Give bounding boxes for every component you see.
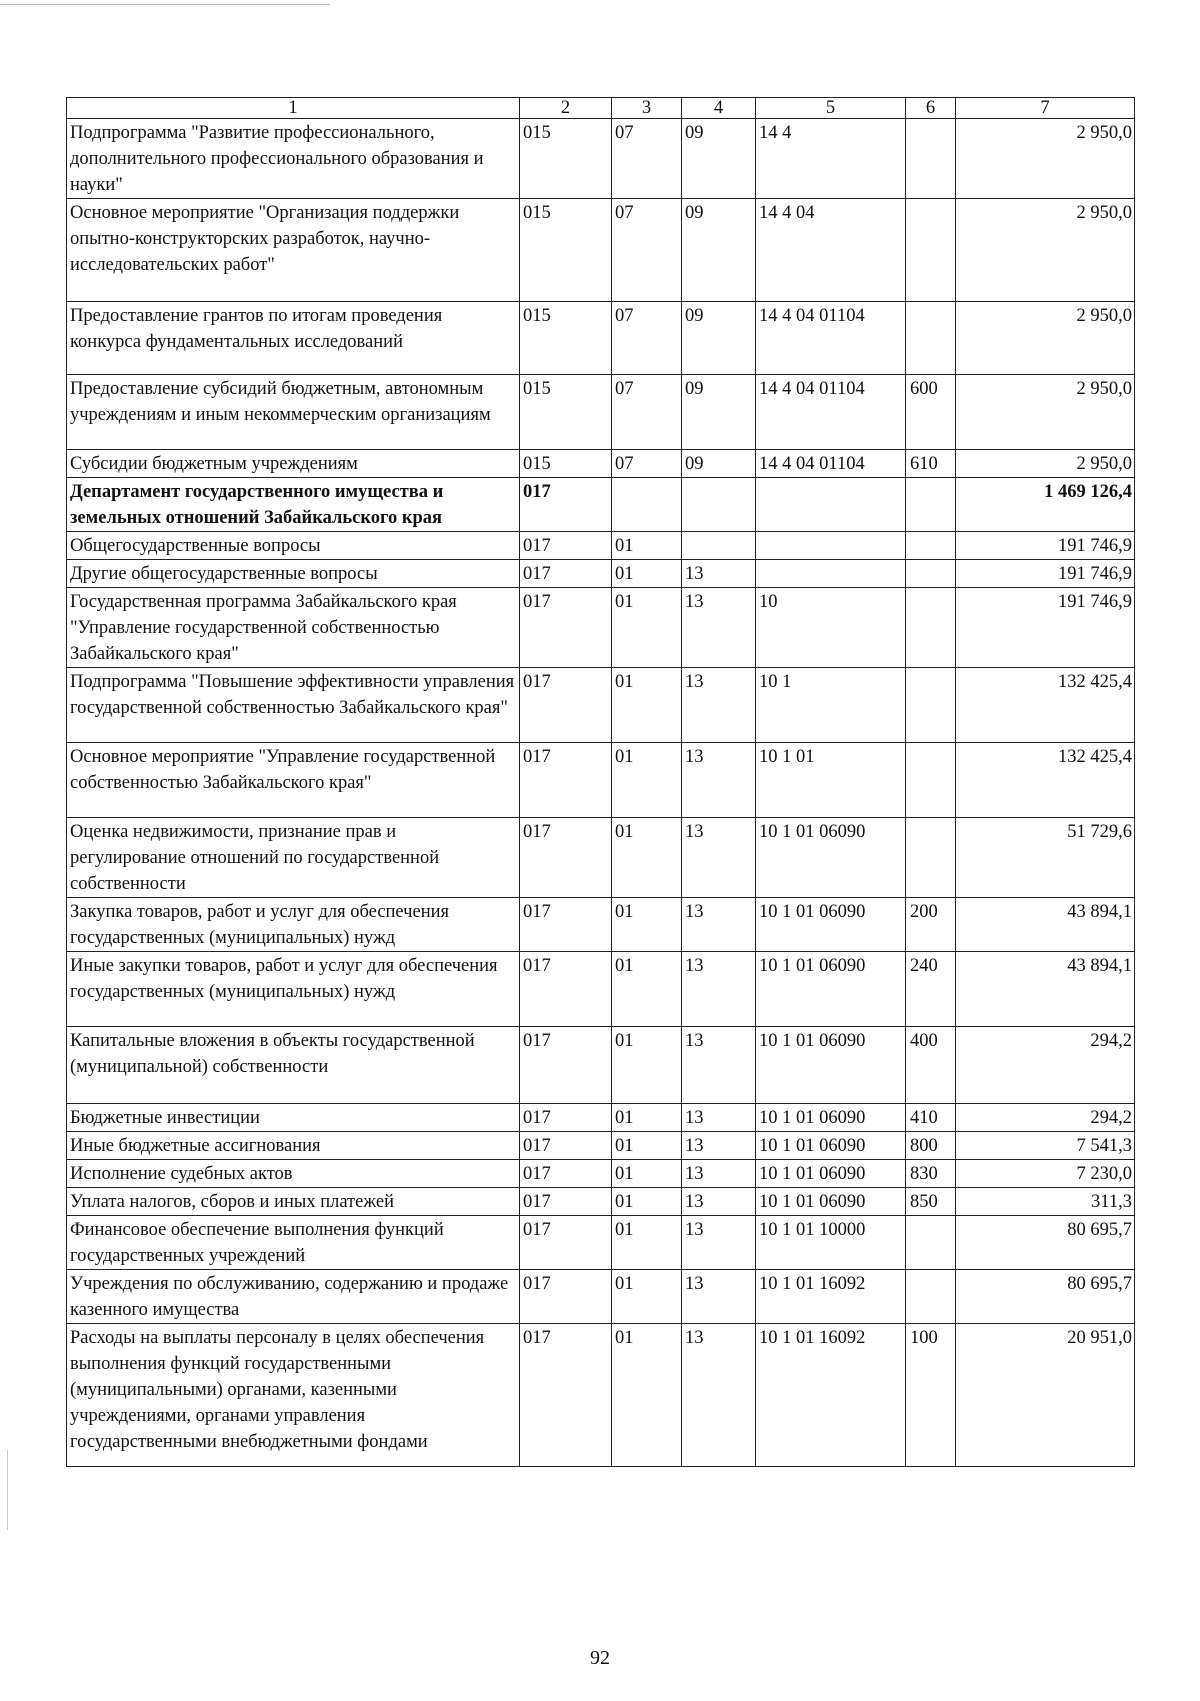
row-subsection-cell: 13: [682, 1324, 756, 1467]
header-row: [67, 98, 1135, 119]
row-target-article-cell: 10 1 01 10000: [756, 1216, 906, 1270]
row-grbs-cell: 015: [520, 375, 612, 450]
row-grbs-cell: 017: [520, 478, 612, 532]
row-section-cell: 01: [612, 1104, 682, 1132]
row-subsection-cell: [682, 478, 756, 532]
row-name-cell: Иные бюджетные ассигнования: [67, 1132, 520, 1160]
row-target-article-cell: 10 1 01 06090: [756, 952, 906, 1027]
row-expense-type-cell: [906, 743, 956, 818]
row-section-cell: 07: [612, 199, 682, 302]
row-subsection-cell: 13: [682, 1132, 756, 1160]
row-grbs-cell: 017: [520, 1132, 612, 1160]
header-cell: 6: [906, 98, 956, 119]
row-expense-type-cell: [906, 560, 956, 588]
table-row: [67, 450, 1135, 478]
row-name-cell: Уплата налогов, сборов и иных платежей: [67, 1188, 520, 1216]
row-amount-cell: 7 541,3: [956, 1132, 1135, 1160]
row-section-cell: 01: [612, 1324, 682, 1467]
row-grbs-cell: 017: [520, 743, 612, 818]
row-target-article-cell: 10 1 01 06090: [756, 1160, 906, 1188]
row-target-article-cell: [756, 478, 906, 532]
row-name-cell: Предоставление субсидий бюджетным, автономным учреждениям и иным некоммерческим организациям: [67, 375, 520, 450]
table-row: [67, 302, 1135, 375]
table-row: [67, 818, 1135, 898]
row-section-cell: 01: [612, 952, 682, 1027]
row-amount-cell: 2 950,0: [956, 199, 1135, 302]
table-row: [67, 375, 1135, 450]
table-row: [67, 199, 1135, 302]
row-section-cell: 01: [612, 818, 682, 898]
row-section-cell: 01: [612, 560, 682, 588]
row-target-article-cell: 10 1 01: [756, 743, 906, 818]
row-target-article-cell: 14 4: [756, 119, 906, 199]
header-cell: 1: [67, 98, 520, 119]
row-section-cell: 01: [612, 668, 682, 743]
row-expense-type-cell: [906, 532, 956, 560]
row-amount-cell: 311,3: [956, 1188, 1135, 1216]
row-expense-type-cell: 240: [906, 952, 956, 1027]
row-subsection-cell: 13: [682, 1216, 756, 1270]
row-target-article-cell: 14 4 04 01104: [756, 302, 906, 375]
row-subsection-cell: 09: [682, 375, 756, 450]
row-expense-type-cell: 600: [906, 375, 956, 450]
row-amount-cell: 51 729,6: [956, 818, 1135, 898]
row-grbs-cell: 017: [520, 1027, 612, 1104]
row-section-cell: 01: [612, 1160, 682, 1188]
row-expense-type-cell: [906, 199, 956, 302]
row-amount-cell: 191 746,9: [956, 532, 1135, 560]
row-section-cell: 01: [612, 898, 682, 952]
table-row: [67, 1160, 1135, 1188]
row-subsection-cell: 13: [682, 818, 756, 898]
row-name-cell: Департамент государственного имущества и земельных отношений Забайкальского края: [67, 478, 520, 532]
row-section-cell: 01: [612, 1188, 682, 1216]
row-amount-cell: 294,2: [956, 1104, 1135, 1132]
row-target-article-cell: 10 1 01 06090: [756, 1188, 906, 1216]
table-row: [67, 532, 1135, 560]
row-section-cell: 01: [612, 1132, 682, 1160]
scan-artifact-edge: [7, 1450, 8, 1530]
row-target-article-cell: 10 1 01 06090: [756, 1104, 906, 1132]
table-row: [67, 1216, 1135, 1270]
row-amount-cell: 191 746,9: [956, 588, 1135, 668]
table-row: [67, 1027, 1135, 1104]
row-subsection-cell: 13: [682, 1104, 756, 1132]
row-amount-cell: 80 695,7: [956, 1270, 1135, 1324]
row-grbs-cell: 017: [520, 1104, 612, 1132]
row-name-cell: Закупка товаров, работ и услуг для обеспечения государственных (муниципальных) нужд: [67, 898, 520, 952]
row-amount-cell: 2 950,0: [956, 450, 1135, 478]
row-name-cell: Иные закупки товаров, работ и услуг для обеспечения государственных (муниципальных) нужд: [67, 952, 520, 1027]
row-subsection-cell: 09: [682, 199, 756, 302]
row-subsection-cell: 13: [682, 1160, 756, 1188]
row-name-cell: Учреждения по обслуживанию, содержанию и продаже казенного имущества: [67, 1270, 520, 1324]
row-grbs-cell: 017: [520, 1160, 612, 1188]
row-subsection-cell: 13: [682, 668, 756, 743]
row-grbs-cell: 017: [520, 1216, 612, 1270]
row-grbs-cell: 017: [520, 668, 612, 743]
row-section-cell: 01: [612, 588, 682, 668]
row-expense-type-cell: [906, 119, 956, 199]
row-target-article-cell: [756, 532, 906, 560]
row-section-cell: 07: [612, 119, 682, 199]
row-section-cell: 01: [612, 532, 682, 560]
table-row: [67, 119, 1135, 199]
row-subsection-cell: 13: [682, 1270, 756, 1324]
row-expense-type-cell: 410: [906, 1104, 956, 1132]
table-row: [67, 898, 1135, 952]
row-amount-cell: 1 469 126,4: [956, 478, 1135, 532]
row-target-article-cell: 10: [756, 588, 906, 668]
row-expense-type-cell: 610: [906, 450, 956, 478]
table-row: [67, 743, 1135, 818]
row-amount-cell: 191 746,9: [956, 560, 1135, 588]
row-section-cell: 01: [612, 1216, 682, 1270]
page-number: 92: [590, 1647, 610, 1669]
row-name-cell: Основное мероприятие "Организация поддержки опытно-конструкторских разработок, научно-исследовательских работ": [67, 199, 520, 302]
row-amount-cell: 294,2: [956, 1027, 1135, 1104]
table-row: [67, 1132, 1135, 1160]
row-name-cell: Расходы на выплаты персоналу в целях обеспечения выполнения функций государственными (муниципальными) органами, казенными учреждениями, органами управления государственными внебюджетными фондами: [67, 1324, 520, 1467]
row-target-article-cell: 10 1 01 06090: [756, 818, 906, 898]
row-amount-cell: 43 894,1: [956, 898, 1135, 952]
row-subsection-cell: 09: [682, 119, 756, 199]
row-grbs-cell: 017: [520, 1324, 612, 1467]
row-amount-cell: 132 425,4: [956, 668, 1135, 743]
table-row: [67, 1188, 1135, 1216]
scan-artifact-line: [0, 4, 330, 5]
table-row: [67, 1104, 1135, 1132]
row-expense-type-cell: [906, 1270, 956, 1324]
row-subsection-cell: 13: [682, 1188, 756, 1216]
table-row: [67, 478, 1135, 532]
row-expense-type-cell: 200: [906, 898, 956, 952]
row-expense-type-cell: 800: [906, 1132, 956, 1160]
row-target-article-cell: 10 1 01 06090: [756, 1027, 906, 1104]
row-name-cell: Основное мероприятие "Управление государственной собственностью Забайкальского края": [67, 743, 520, 818]
row-section-cell: 07: [612, 375, 682, 450]
header-cell: 5: [756, 98, 906, 119]
row-name-cell: Подпрограмма "Развитие профессионального, дополнительного профессионального образования и науки": [67, 119, 520, 199]
row-name-cell: Исполнение судебных актов: [67, 1160, 520, 1188]
row-target-article-cell: 10 1 01 16092: [756, 1324, 906, 1467]
row-expense-type-cell: 850: [906, 1188, 956, 1216]
header-cell: 3: [612, 98, 682, 119]
row-grbs-cell: 015: [520, 199, 612, 302]
row-target-article-cell: 10 1: [756, 668, 906, 743]
row-target-article-cell: 14 4 04: [756, 199, 906, 302]
row-grbs-cell: 017: [520, 1188, 612, 1216]
row-section-cell: 07: [612, 302, 682, 375]
row-expense-type-cell: [906, 588, 956, 668]
row-amount-cell: 2 950,0: [956, 375, 1135, 450]
table-row: [67, 1324, 1135, 1467]
row-expense-type-cell: 830: [906, 1160, 956, 1188]
row-grbs-cell: 017: [520, 588, 612, 668]
table-row: [67, 588, 1135, 668]
budget-table: [66, 97, 1135, 1467]
row-expense-type-cell: [906, 478, 956, 532]
row-amount-cell: 7 230,0: [956, 1160, 1135, 1188]
row-expense-type-cell: [906, 1216, 956, 1270]
row-amount-cell: 43 894,1: [956, 952, 1135, 1027]
row-section-cell: [612, 478, 682, 532]
row-name-cell: Другие общегосударственные вопросы: [67, 560, 520, 588]
row-expense-type-cell: [906, 302, 956, 375]
row-section-cell: 07: [612, 450, 682, 478]
row-section-cell: 01: [612, 743, 682, 818]
row-subsection-cell: 13: [682, 898, 756, 952]
row-name-cell: Оценка недвижимости, признание прав и регулирование отношений по государственной собственности: [67, 818, 520, 898]
row-subsection-cell: 09: [682, 302, 756, 375]
row-name-cell: Государственная программа Забайкальского края "Управление государственной собственностью Забайкальского края": [67, 588, 520, 668]
row-subsection-cell: 09: [682, 450, 756, 478]
row-name-cell: Финансовое обеспечение выполнения функций государственных учреждений: [67, 1216, 520, 1270]
row-target-article-cell: 14 4 04 01104: [756, 375, 906, 450]
row-expense-type-cell: 400: [906, 1027, 956, 1104]
row-target-article-cell: 14 4 04 01104: [756, 450, 906, 478]
header-cell: 4: [682, 98, 756, 119]
row-grbs-cell: 015: [520, 302, 612, 375]
row-target-article-cell: 10 1 01 06090: [756, 1132, 906, 1160]
row-amount-cell: 80 695,7: [956, 1216, 1135, 1270]
table-row: [67, 1270, 1135, 1324]
row-name-cell: Общегосударственные вопросы: [67, 532, 520, 560]
row-grbs-cell: 015: [520, 119, 612, 199]
row-name-cell: Субсидии бюджетным учреждениям: [67, 450, 520, 478]
row-section-cell: 01: [612, 1270, 682, 1324]
row-grbs-cell: 017: [520, 560, 612, 588]
row-subsection-cell: 13: [682, 743, 756, 818]
row-subsection-cell: 13: [682, 560, 756, 588]
row-subsection-cell: 13: [682, 588, 756, 668]
row-subsection-cell: [682, 532, 756, 560]
row-name-cell: Предоставление грантов по итогам проведения конкурса фундаментальных исследований: [67, 302, 520, 375]
row-subsection-cell: 13: [682, 952, 756, 1027]
row-name-cell: Капитальные вложения в объекты государственной (муниципальной) собственности: [67, 1027, 520, 1104]
row-amount-cell: 20 951,0: [956, 1324, 1135, 1467]
row-target-article-cell: 10 1 01 06090: [756, 898, 906, 952]
row-subsection-cell: 13: [682, 1027, 756, 1104]
row-expense-type-cell: 100: [906, 1324, 956, 1467]
header-cell: 2: [520, 98, 612, 119]
row-grbs-cell: 017: [520, 818, 612, 898]
header-cell: 7: [956, 98, 1135, 119]
row-target-article-cell: [756, 560, 906, 588]
row-grbs-cell: 015: [520, 450, 612, 478]
row-name-cell: Подпрограмма "Повышение эффективности управления государственной собственностью Забайкальского края": [67, 668, 520, 743]
row-grbs-cell: 017: [520, 898, 612, 952]
row-section-cell: 01: [612, 1027, 682, 1104]
row-grbs-cell: 017: [520, 1270, 612, 1324]
table-row: [67, 560, 1135, 588]
row-expense-type-cell: [906, 818, 956, 898]
row-amount-cell: 2 950,0: [956, 119, 1135, 199]
row-amount-cell: 2 950,0: [956, 302, 1135, 375]
table-row: [67, 952, 1135, 1027]
row-amount-cell: 132 425,4: [956, 743, 1135, 818]
row-grbs-cell: 017: [520, 532, 612, 560]
row-expense-type-cell: [906, 668, 956, 743]
table-row: [67, 668, 1135, 743]
row-name-cell: Бюджетные инвестиции: [67, 1104, 520, 1132]
row-grbs-cell: 017: [520, 952, 612, 1027]
row-target-article-cell: 10 1 01 16092: [756, 1270, 906, 1324]
